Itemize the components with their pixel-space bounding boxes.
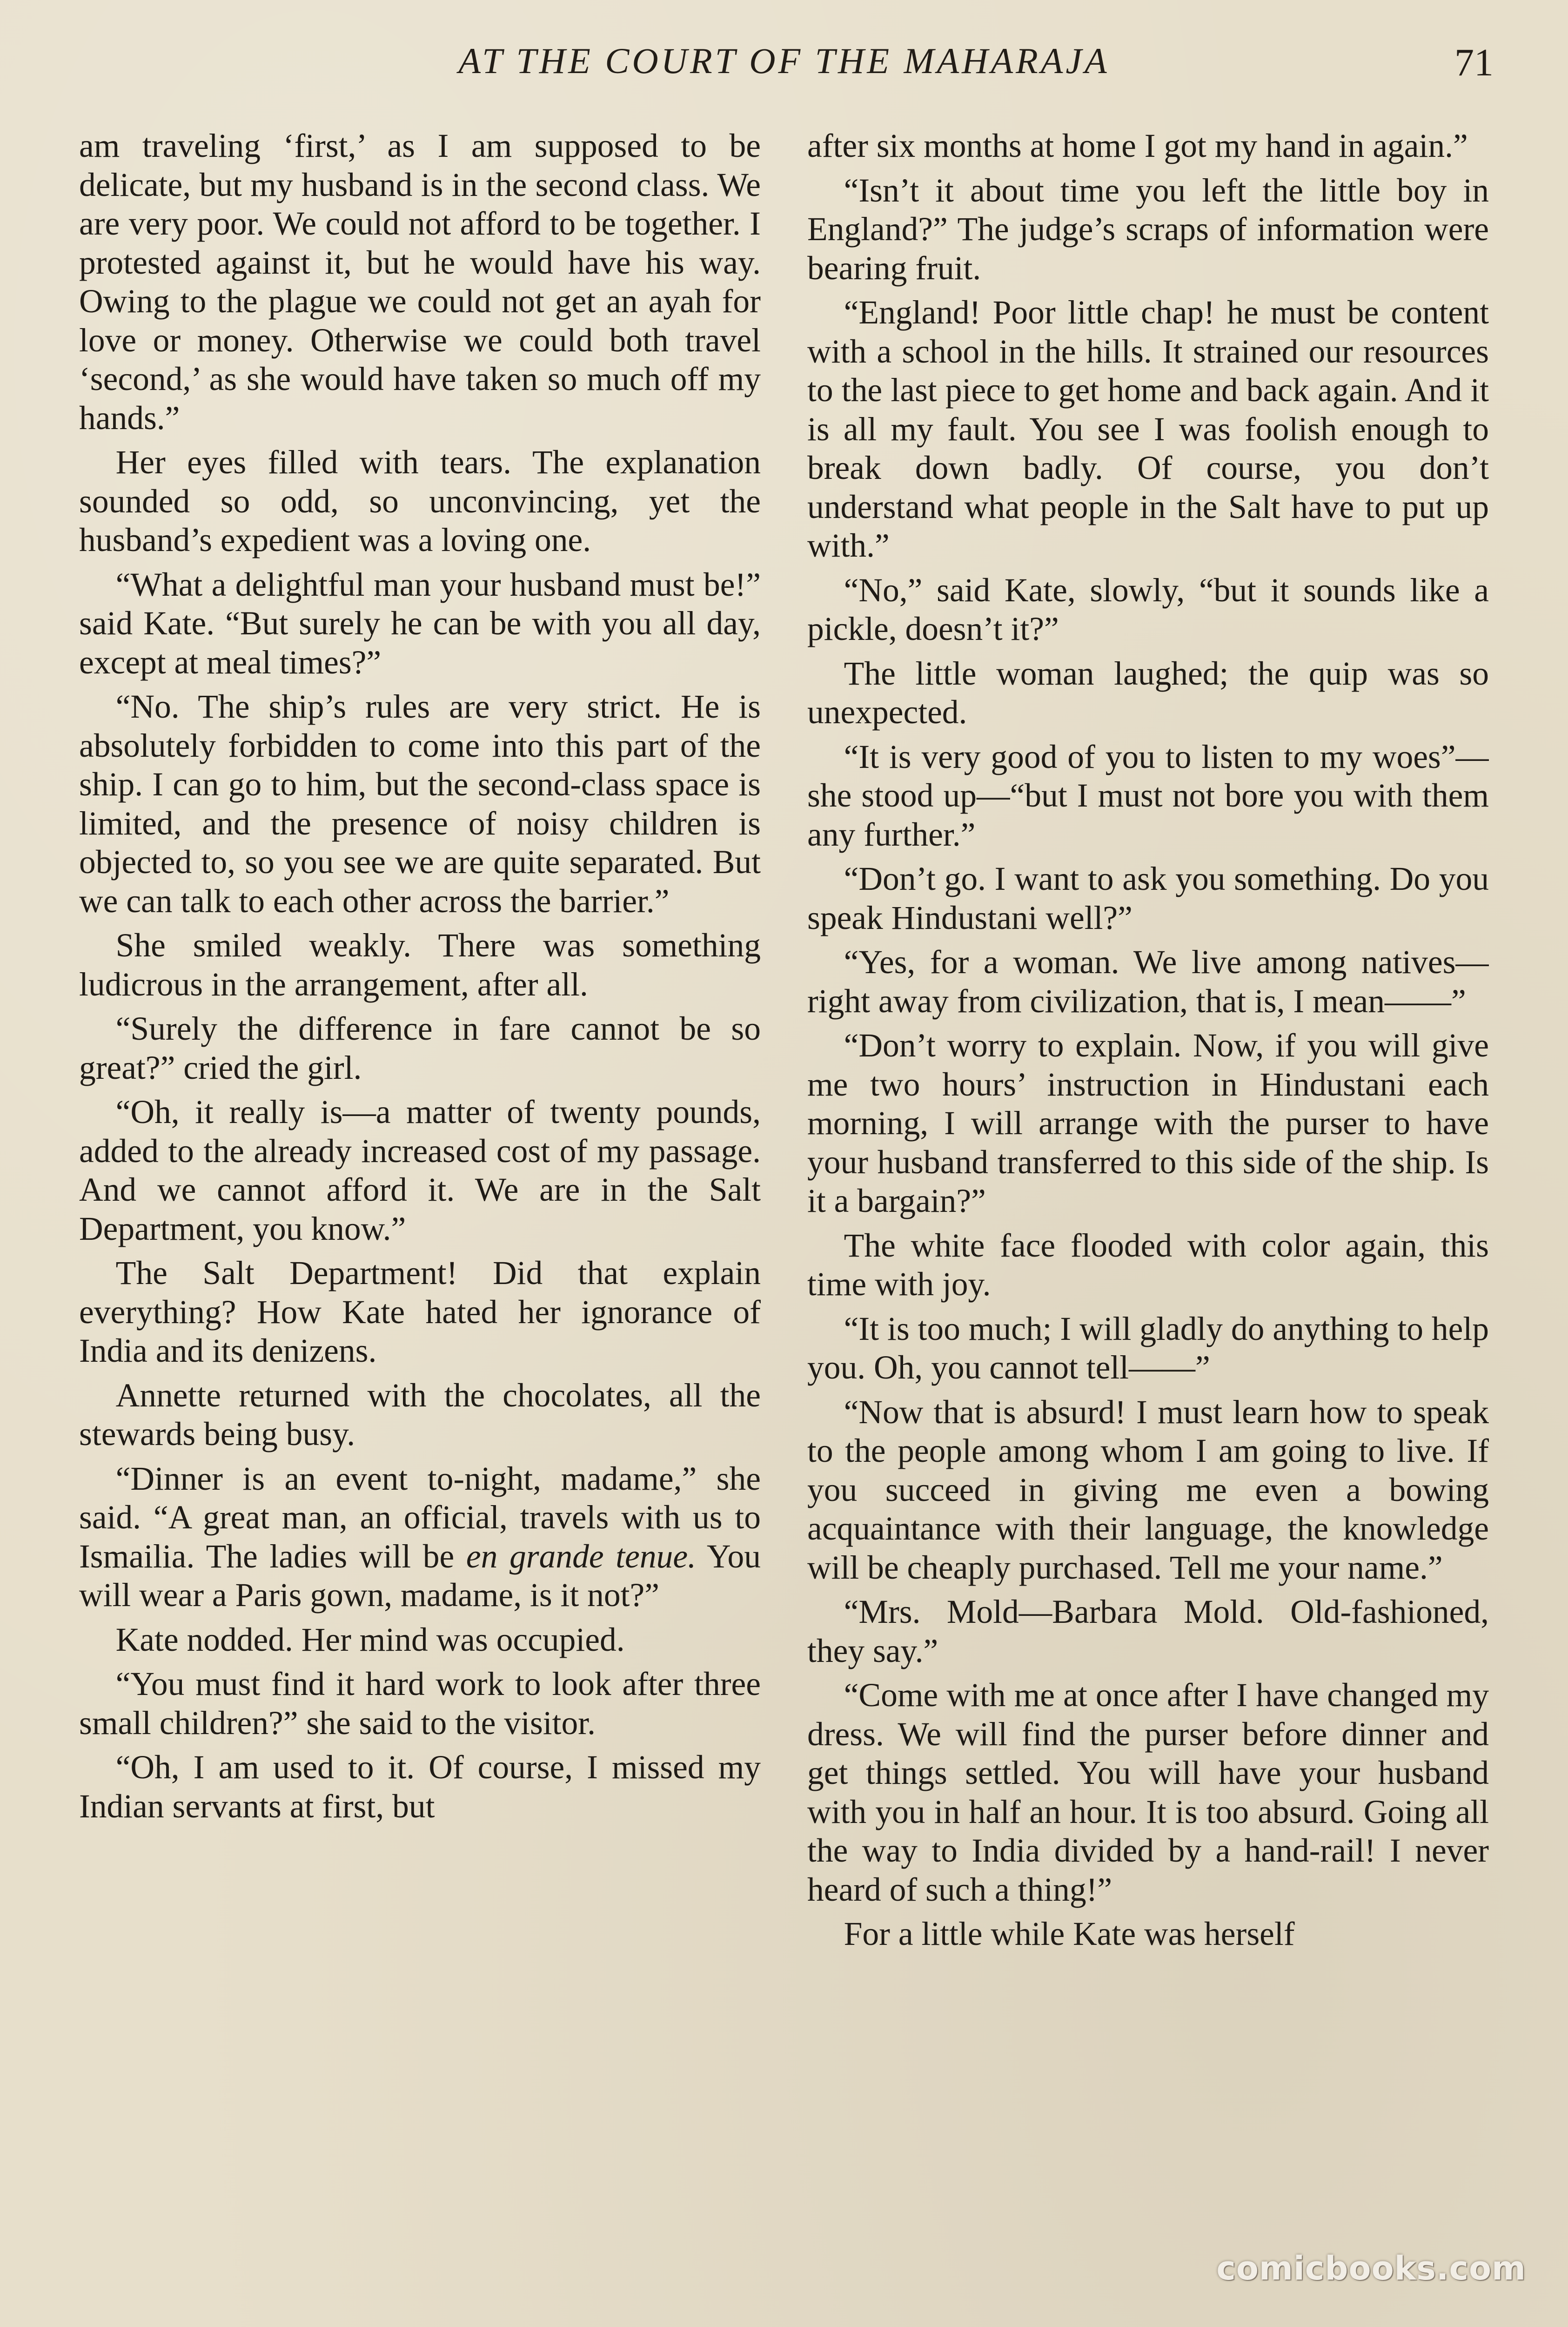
paragraph: The little woman laughed; the quip was so unexpected.: [807, 655, 1489, 731]
paragraph: “It is too much; I will gladly do anything to help you. Oh, you cannot tell——”: [807, 1310, 1489, 1386]
paragraph: “Oh, it really is—a matter of twenty pounds, added to the already increased cost of my passage. And we cannot afford it. We are in the Salt Department, you know.”: [79, 1094, 761, 1247]
paragraph: “What a delightful man your husband must be!” said Kate. “But surely he can be with you all day, except at meal times?”: [79, 566, 761, 681]
paragraph: “Mrs. Mold—Barbara Mold. Old-fashioned, they say.”: [807, 1594, 1489, 1669]
paragraph: “You must find it hard work to look after three small children?” she said to the visitor.: [79, 1666, 761, 1742]
paragraph: Her eyes filled with tears. The explanation sounded so odd, so unconvincing, yet the husband’s expedient was a loving one.: [79, 444, 761, 558]
page-header: [0, 40, 1568, 96]
paragraph: “Oh, I am used to it. Of course, I missed my Indian servants at first, but: [79, 1749, 761, 1825]
watermark-logo: comicbooks.com: [1216, 2249, 1526, 2287]
paragraph: For a little while Kate was herself: [844, 1916, 1295, 1952]
page-number: 71: [1454, 41, 1494, 84]
paragraph: “Come with me at once after I have changed my dress. We will find the purser before dinner and get things settled. You will have your husband with you in half an hour. It is too absurd. Going all the way to India divided by a hand-rail! I never heard of such a thing!”: [807, 1677, 1489, 1908]
paragraph: The white face flooded with color again, this time with joy.: [807, 1227, 1489, 1303]
paragraph: The Salt Department! Did that explain everything? How Kate hated her ignorance of India and its denizens.: [79, 1255, 761, 1369]
paragraph-with-italic: [79, 1459, 761, 1615]
paragraph: “Surely the difference in fare cannot be so great?” cried the girl.: [79, 1010, 761, 1086]
paragraph: “Yes, for a woman. We live among natives—right away from civilization, that is, I mean——”: [807, 944, 1489, 1020]
paragraph: am traveling ‘first,’ as I am supposed to be delicate, but my husband is in the second class. We are very poor. We could not afford to be together. I protested against it, but he would have his way. Owing to the plague we could not get an ayah for love or money. Otherwise we could both travel ‘second,’ as she would have taken so much off my hands.”: [79, 128, 761, 437]
paragraph: after six months at home I got my hand in again.”: [807, 128, 1468, 164]
paragraph: “Now that is absurd! I must learn how to speak to the people among whom I am going to live. If you succeed in giving me even a bowing acquaintance with their language, the knowledge will be cheaply purchased. Tell me your name.”: [807, 1393, 1489, 1586]
paragraph: Kate nodded. Her mind was occupied.: [115, 1621, 625, 1658]
right-column: [807, 127, 1489, 2267]
paragraph: Annette returned with the chocolates, all the stewards being busy.: [79, 1377, 761, 1453]
paragraph: “Isn’t it about time you left the little boy in England?” The judge’s scraps of information were bearing fruit.: [807, 172, 1489, 287]
paragraph: “England! Poor little chap! he must be content with a school in the hills. It strained our resources to the last piece to get home and back again. And it is all my fault. You see I was foolish enough to break down badly. Of course, you don’t understand what people in the Salt have to put up with.”: [807, 294, 1489, 564]
paragraph: “Don’t go. I want to ask you something. Do you speak Hindustani well?”: [807, 861, 1489, 936]
paragraph-text: “Dinner is an event to-night, madame,” she said. “A great man, an official, travels with us to Ismailia. The ladies will be: [79, 1460, 761, 1575]
paragraph: “Don’t worry to explain. Now, if you will give me two hours’ instruction in Hindustani each morning, I will arrange with the purser to have your husband transferred to this side of the ship. Is it a bargain?”: [807, 1027, 1489, 1219]
italic-phrase: en grande tenue.: [466, 1538, 696, 1575]
paragraph-text: You will wear a Paris gown, madame, is it not?”: [79, 1538, 761, 1614]
running-title: AT THE COURT OF THE MAHARAJA: [458, 40, 1110, 81]
left-column: [79, 127, 761, 2267]
paragraph: She smiled weakly. There was something ludicrous in the arrangement, after all.: [79, 927, 761, 1003]
paragraph: “No. The ship’s rules are very strict. He is absolutely forbidden to come into this part of the ship. I can go to him, but the second-class space is limited, and the presence of noisy children is objected to, so you see we are quite separated. But we can talk to each other across the barrier.”: [79, 688, 761, 920]
paragraph: “It is very good of you to listen to my woes”—she stood up—“but I must not bore you with them any further.”: [807, 738, 1489, 853]
paragraph: “No,” said Kate, slowly, “but it sounds like a pickle, doesn’t it?”: [807, 572, 1489, 647]
